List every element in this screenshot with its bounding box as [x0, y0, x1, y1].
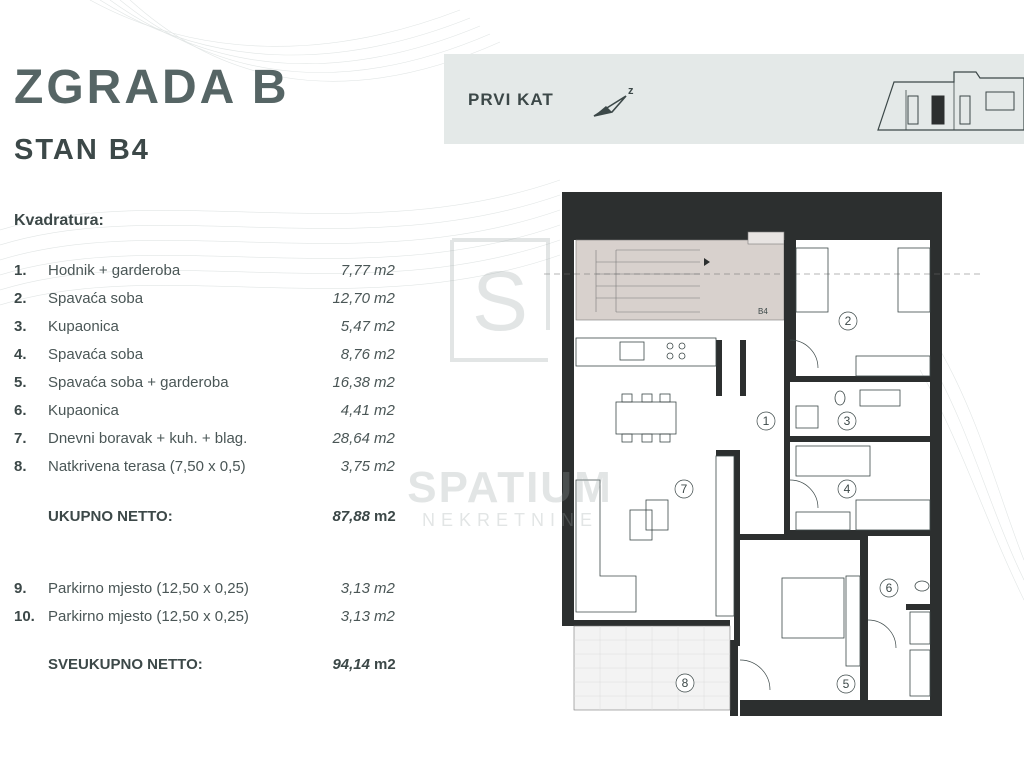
- room-number: 1: [762, 414, 770, 428]
- area-num: 7.: [14, 430, 27, 447]
- watermark-letter: S: [471, 254, 529, 348]
- area-heading: Kvadratura:: [14, 212, 104, 229]
- floor-plan: [540, 186, 1024, 768]
- area-label: Spavaća soba: [48, 346, 144, 363]
- watermark-sub: NEKRETNINE: [421, 510, 599, 530]
- area-row: [0, 262, 420, 286]
- area-num: 10.: [14, 608, 35, 625]
- left-wall: [562, 192, 574, 620]
- area-row: [0, 374, 420, 398]
- area-value: 4,41: [340, 402, 370, 419]
- room-number: 2: [844, 314, 852, 328]
- grand-total-row: [0, 656, 420, 680]
- room-number: 8: [681, 676, 689, 690]
- area-unit: m2: [374, 290, 395, 307]
- floor-panel: [444, 54, 1024, 144]
- area-unit: m2: [374, 346, 395, 363]
- grand-total-value: 94,14: [332, 656, 370, 673]
- area-unit: m2: [374, 262, 395, 279]
- area-row: [0, 402, 420, 426]
- net-total-row: [0, 508, 420, 532]
- area-value: 28,64: [332, 430, 370, 447]
- room-number: 6: [885, 581, 893, 595]
- area-row: [0, 346, 420, 370]
- parking-row: [0, 580, 420, 604]
- area-row: [0, 430, 420, 454]
- area-num: 1.: [14, 262, 27, 279]
- area-num: 8.: [14, 458, 27, 475]
- area-unit: m2: [374, 458, 395, 475]
- area-label: Kupaonica: [48, 402, 119, 419]
- grand-total-label: SVEUKUPNO NETTO:: [48, 656, 203, 673]
- area-value: 16,38: [332, 374, 370, 391]
- apartment-title: STAN B4: [14, 134, 150, 166]
- area-value: 7,77: [340, 262, 370, 279]
- area-label: Spavaća soba + garderoba: [48, 374, 229, 391]
- area-num: 3.: [14, 318, 27, 335]
- area-label: Parkirno mjesto (12,50 x 0,25): [48, 580, 249, 597]
- area-num: 5.: [14, 374, 27, 391]
- area-unit: m2: [374, 580, 395, 597]
- area-value: 8,76: [340, 346, 370, 363]
- building-title: ZGRADA B: [14, 61, 290, 114]
- building-keyplan-icon: [876, 64, 1024, 134]
- north-letter: z: [628, 85, 634, 97]
- parking-row: [0, 608, 420, 632]
- area-num: 4.: [14, 346, 27, 363]
- area-unit: m2: [374, 374, 395, 391]
- area-value: 5,47: [340, 318, 370, 335]
- area-row: [0, 290, 420, 314]
- area-unit: m2: [374, 430, 395, 447]
- room-number: 7: [680, 482, 688, 496]
- area-unit: m2: [374, 608, 395, 625]
- grand-total-unit: m2: [374, 656, 396, 673]
- area-label: Dnevni boravak + kuh. + blag.: [48, 430, 248, 447]
- area-row: [0, 318, 420, 342]
- net-total-unit: m2: [374, 508, 396, 525]
- area-num: 9.: [14, 580, 27, 597]
- area-value: 3,13: [340, 580, 370, 597]
- right-wall: [930, 192, 942, 716]
- net-total-label: UKUPNO NETTO:: [48, 508, 173, 525]
- area-label: Kupaonica: [48, 318, 119, 335]
- area-value: 3,13: [340, 608, 370, 625]
- area-num: 6.: [14, 402, 27, 419]
- watermark-brand: SPATIUM: [407, 463, 613, 512]
- floor-label: PRVI KAT: [468, 90, 554, 109]
- stair-area: [576, 240, 784, 320]
- area-value: 3,75: [340, 458, 370, 475]
- area-label: Hodnik + garderoba: [48, 262, 181, 279]
- area-num: 2.: [14, 290, 27, 307]
- area-label: Spavaća soba: [48, 290, 144, 307]
- area-label: Parkirno mjesto (12,50 x 0,25): [48, 608, 249, 625]
- net-total-value: 87,88: [332, 508, 370, 525]
- north-arrow-icon: [590, 82, 642, 122]
- area-unit: m2: [374, 318, 395, 335]
- area-value: 12,70: [332, 290, 370, 307]
- room-number: 3: [843, 414, 851, 428]
- area-row: [0, 458, 420, 482]
- unit-tag: B4: [758, 307, 768, 316]
- room-number: 5: [842, 677, 850, 691]
- room-number: 4: [843, 482, 851, 496]
- area-unit: m2: [374, 402, 395, 419]
- area-label: Natkrivena terasa (7,50 x 0,5): [48, 458, 246, 475]
